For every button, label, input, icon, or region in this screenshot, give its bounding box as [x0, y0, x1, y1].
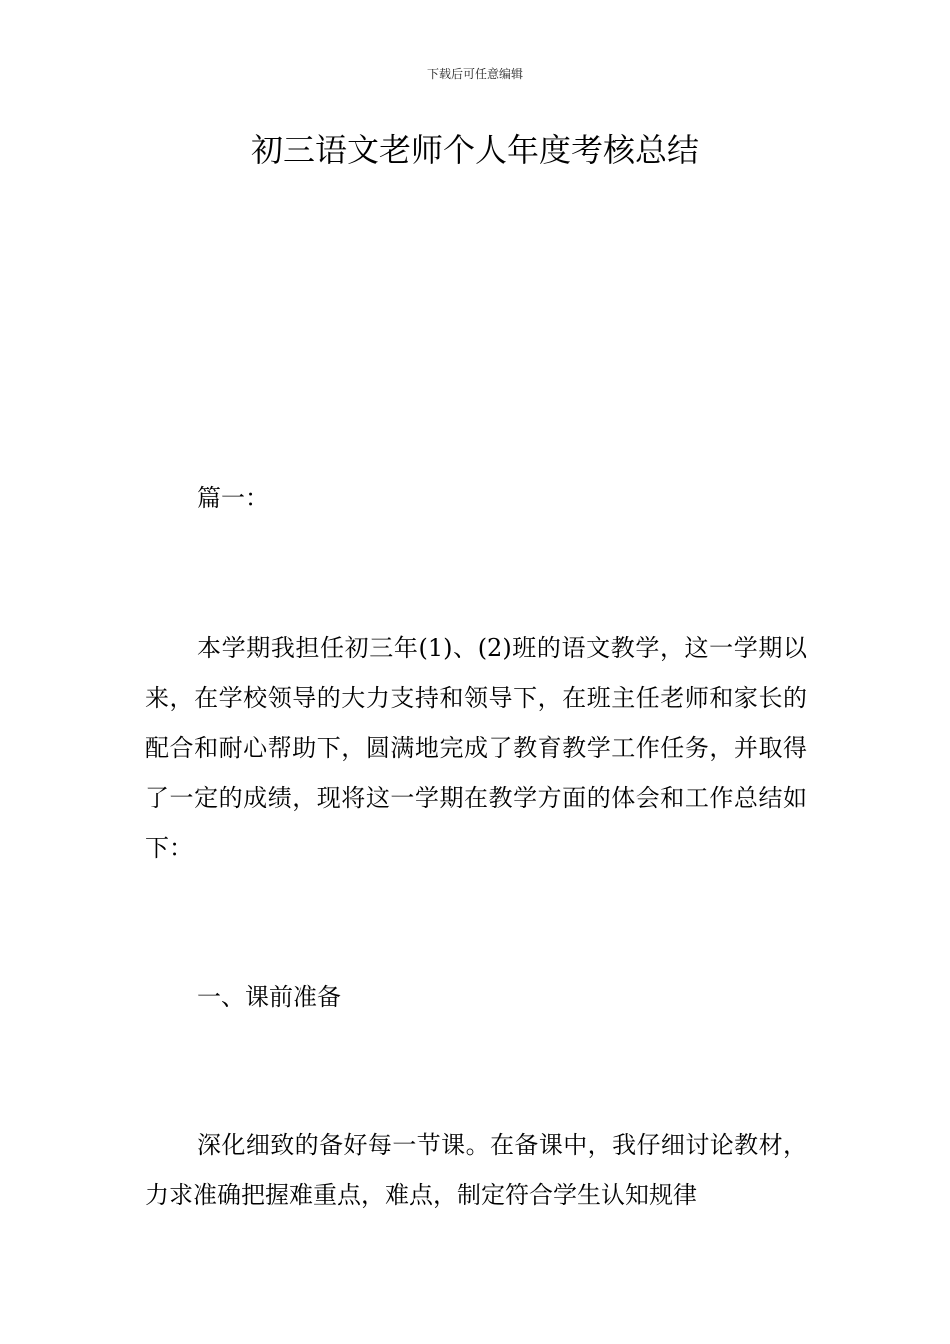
section-paragraph: 深化细致的备好每一节课。在备课中，我仔细讨论教材，力求准确把握难重点，难点，制定符合学生认知规律: [145, 1131, 807, 1209]
document-title: 初三语文老师个人年度考核总结: [250, 131, 699, 169]
header-note: 下载后可任意编辑: [426, 67, 523, 81]
section-heading: 一、课前准备: [197, 983, 341, 1011]
part-label: 篇一：: [197, 484, 269, 512]
intro-paragraph: 本学期我担任初三年(1)、(2)班的语文教学，这一学期以来，在学校领导的大力支持和领导下，在班主任老师和家长的配合和耐心帮助下，圆满地完成了教育教学工作任务，并取得了一定的成绩，现将这一学期在教学方面的体会和工作总结如下：: [145, 634, 807, 862]
